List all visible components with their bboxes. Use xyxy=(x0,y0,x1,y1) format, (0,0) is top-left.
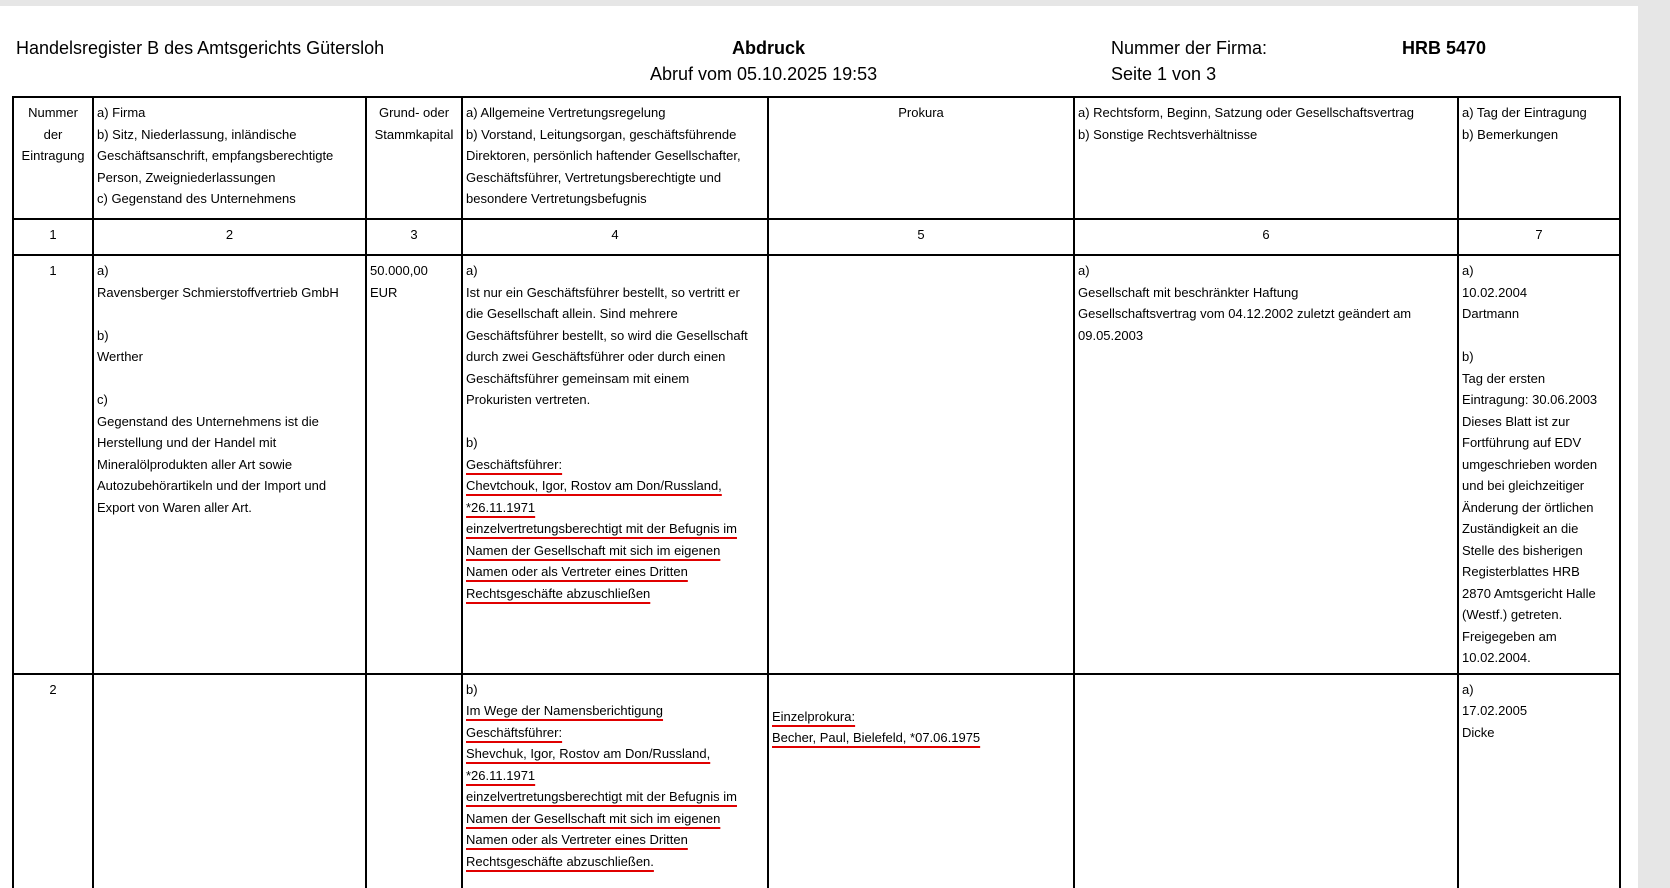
legal-form-cell xyxy=(1074,674,1458,888)
text-line: der xyxy=(43,126,63,142)
text-line: Person, Zweigniederlassungen xyxy=(97,169,276,185)
text-line: Fortführung auf EDV xyxy=(1462,435,1582,450)
text-line: Geschäftsanschrift, empfangsberechtigte xyxy=(97,148,334,163)
text-line: Tag der ersten xyxy=(1462,370,1546,386)
underlined-text: Geschäftsführer: xyxy=(466,724,563,740)
text-line xyxy=(466,497,764,519)
text-line xyxy=(466,411,764,433)
underlined-text: Namen oder als Vertreter eines Dritten xyxy=(466,564,688,579)
firm-number: HRB 5470 xyxy=(1402,38,1487,58)
text-line: 10.02.2004 xyxy=(1462,284,1528,300)
text-line: Grund- oder xyxy=(378,105,450,120)
column-number: 7 xyxy=(1458,219,1620,255)
text-line: a) xyxy=(1462,263,1474,278)
text-line xyxy=(466,454,764,476)
text-line: a) Tag der Eintragung xyxy=(1462,105,1587,120)
text-line: c) xyxy=(97,392,108,407)
column-header-2 xyxy=(93,97,366,219)
text-line: Gesellschaftsvertrag vom 04.12.2002 zuletzt geändert am xyxy=(1078,306,1412,321)
text-line: Prokura xyxy=(898,105,944,120)
column-number: 5 xyxy=(768,219,1074,255)
column-header-3 xyxy=(366,97,462,219)
text-line: b) Bemerkungen xyxy=(1462,126,1559,142)
underlined-text: einzelvertretungsberechtigt mit der Befugnis im xyxy=(466,789,737,804)
text-line: Werther xyxy=(97,349,143,364)
text-line: a) xyxy=(97,263,109,278)
underlined-text: einzelvertretungsberechtigt mit der Befugnis im xyxy=(466,521,737,536)
column-header-5 xyxy=(768,97,1074,219)
entry-number: 1 xyxy=(13,255,93,674)
register-page xyxy=(0,6,1638,888)
legal-form-cell xyxy=(1074,255,1458,674)
text-line: durch zwei Geschäftsführer oder durch einen xyxy=(466,349,726,364)
text-line: Eintragung: 30.06.2003 xyxy=(1462,392,1598,407)
text-line xyxy=(466,561,764,583)
column-number-row xyxy=(13,219,1620,255)
text-line: a) xyxy=(1462,681,1474,697)
text-line: b) Sonstige Rechtsverhältnisse xyxy=(1078,126,1258,142)
text-line xyxy=(466,743,764,765)
text-line: Geschäftsführer bestellt, so wird die Gesellschaft xyxy=(466,327,748,343)
capital-cell xyxy=(366,674,462,888)
register-table xyxy=(12,96,1621,888)
text-line xyxy=(97,368,362,390)
text-line: Ravensberger Schmierstoffvertrieb GmbH xyxy=(97,284,339,300)
text-line: b) Vorstand, Leitungsorgan, geschäftsführende xyxy=(466,126,737,142)
text-line: a) Rechtsform, Beginn, Satzung oder Gesellschaftsvertrag xyxy=(1078,105,1414,120)
text-line: a) Allgemeine Vertretungsregelung xyxy=(466,105,666,120)
text-line: Registerblattes HRB xyxy=(1462,564,1580,579)
text-line: und bei gleichzeitiger xyxy=(1462,478,1585,493)
text-line: (Westf.) getreten. xyxy=(1462,607,1563,622)
court-title: Handelsregister B des Amtsgerichts Gütersloh xyxy=(16,38,385,58)
underlined-text: *26.11.1971 xyxy=(466,767,536,783)
column-number: 4 xyxy=(462,219,768,255)
text-line: 50.000,00 xyxy=(370,263,428,278)
prokura-cell xyxy=(768,674,1074,888)
column-number: 6 xyxy=(1074,219,1458,255)
text-line: 17.02.2005 xyxy=(1462,703,1528,718)
text-line xyxy=(772,706,1070,728)
text-line: Änderung der örtlichen xyxy=(1462,499,1594,515)
column-number: 2 xyxy=(93,219,366,255)
text-line: Nummer xyxy=(28,105,78,120)
text-line: a) xyxy=(1078,263,1090,278)
text-line xyxy=(466,540,764,562)
remarks-cell xyxy=(1458,674,1620,888)
text-line xyxy=(466,808,764,830)
column-header-1 xyxy=(13,97,93,219)
text-line: Eintragung xyxy=(21,148,85,163)
column-header-row xyxy=(13,97,1620,219)
text-line xyxy=(466,829,764,851)
text-line: Dieses Blatt ist zur xyxy=(1462,413,1570,429)
text-line: Prokuristen vertreten. xyxy=(466,392,591,407)
text-line: a) Firma xyxy=(97,105,146,120)
text-line xyxy=(466,851,764,873)
text-line: b) xyxy=(1462,349,1474,364)
text-line: Stammkapital xyxy=(374,126,454,142)
prokura-cell xyxy=(768,255,1074,674)
retrieval-timestamp: Abruf vom 05.10.2025 19:53 xyxy=(650,64,878,84)
column-header-7 xyxy=(1458,97,1620,219)
text-line: Gesellschaft mit beschränkter Haftung xyxy=(1078,284,1299,300)
text-line: b) Sitz, Niederlassung, inländische xyxy=(97,126,297,142)
text-line: die Gesellschaft allein. Sind mehrere xyxy=(466,306,678,321)
underlined-text: Im Wege der Namensberichtigung xyxy=(466,703,664,718)
text-line: Mineralölprodukten aller Art sowie xyxy=(97,456,293,472)
table-row xyxy=(13,674,1620,888)
underlined-text: Einzelprokura: xyxy=(772,708,856,724)
underlined-text: Namen oder als Vertreter eines Dritten xyxy=(466,832,688,847)
representation-cell xyxy=(462,674,768,888)
text-line xyxy=(466,786,764,808)
underlined-text: Chevtchouk, Igor, Rostov am Don/Russland, xyxy=(466,478,722,493)
text-line xyxy=(466,583,764,605)
underlined-text: Rechtsgeschäfte abzuschließen. xyxy=(466,853,654,869)
underlined-text: Geschäftsführer: xyxy=(466,456,563,472)
text-line: Autozubehörartikeln und der Import und xyxy=(97,478,327,493)
text-line xyxy=(466,475,764,497)
table-row xyxy=(13,255,1620,674)
underlined-text: Namen der Gesellschaft mit sich im eigenen xyxy=(466,542,721,558)
text-line: Geschäftsführer gemeinsam mit einem xyxy=(466,370,690,386)
text-line: Stelle des bisherigen xyxy=(1462,542,1583,558)
text-line: Gegenstand des Unternehmens ist die xyxy=(97,413,319,429)
text-line xyxy=(466,700,764,722)
text-line xyxy=(466,765,764,787)
text-line: 2870 Amtsgericht Halle xyxy=(1462,585,1596,601)
column-header-6 xyxy=(1074,97,1458,219)
text-line xyxy=(97,303,362,325)
underlined-text: Shevchuk, Igor, Rostov am Don/Russland, xyxy=(466,746,711,761)
column-number: 3 xyxy=(366,219,462,255)
capital-cell xyxy=(366,255,462,674)
text-line: b) xyxy=(97,327,109,343)
text-line: EUR xyxy=(370,284,398,300)
firm-number-label: Nummer der Firma: xyxy=(1111,38,1268,58)
text-line xyxy=(772,727,1070,749)
firma-cell xyxy=(93,255,366,674)
text-line xyxy=(466,518,764,540)
text-line xyxy=(1462,325,1616,347)
underlined-text: *26.11.1971 xyxy=(466,499,536,515)
text-line: Herstellung und der Handel mit xyxy=(97,435,277,450)
underlined-text: Namen der Gesellschaft mit sich im eigenen xyxy=(466,810,721,826)
entry-number: 2 xyxy=(13,674,93,888)
text-line: a) xyxy=(466,263,478,278)
representation-cell xyxy=(462,255,768,674)
text-line: Dicke xyxy=(1462,724,1495,740)
text-line: Dartmann xyxy=(1462,306,1520,321)
text-line: Export von Waren aller Art. xyxy=(97,499,252,515)
text-line xyxy=(466,722,764,744)
text-line: Zuständigkeit an die xyxy=(1462,521,1579,536)
page-indicator: Seite 1 von 3 xyxy=(1111,64,1217,84)
column-header-4 xyxy=(462,97,768,219)
text-line: c) Gegenstand des Unternehmens xyxy=(97,191,296,206)
text-line: b) xyxy=(466,681,478,697)
text-line: Freigegeben am xyxy=(1462,628,1557,644)
text-line: 10.02.2004. xyxy=(1462,650,1531,665)
text-line: umgeschrieben worden xyxy=(1462,456,1598,472)
text-line: b) xyxy=(466,435,478,450)
underlined-text: Becher, Paul, Bielefeld, *07.06.1975 xyxy=(772,730,981,745)
firma-cell xyxy=(93,674,366,888)
text-line: Direktoren, persönlich haftender Gesellschafter, xyxy=(466,148,741,163)
text-line: besondere Vertretungsbefugnis xyxy=(466,191,647,206)
column-number: 1 xyxy=(13,219,93,255)
document-type: Abdruck xyxy=(732,38,806,58)
text-line: 09.05.2003 xyxy=(1078,327,1144,343)
text-line: Ist nur ein Geschäftsführer bestellt, so vertritt er xyxy=(466,284,740,300)
text-line: Geschäftsführer, Vertretungsberechtigte und xyxy=(466,169,722,185)
underlined-text: Rechtsgeschäfte abzuschließen xyxy=(466,585,651,601)
remarks-cell xyxy=(1458,255,1620,674)
